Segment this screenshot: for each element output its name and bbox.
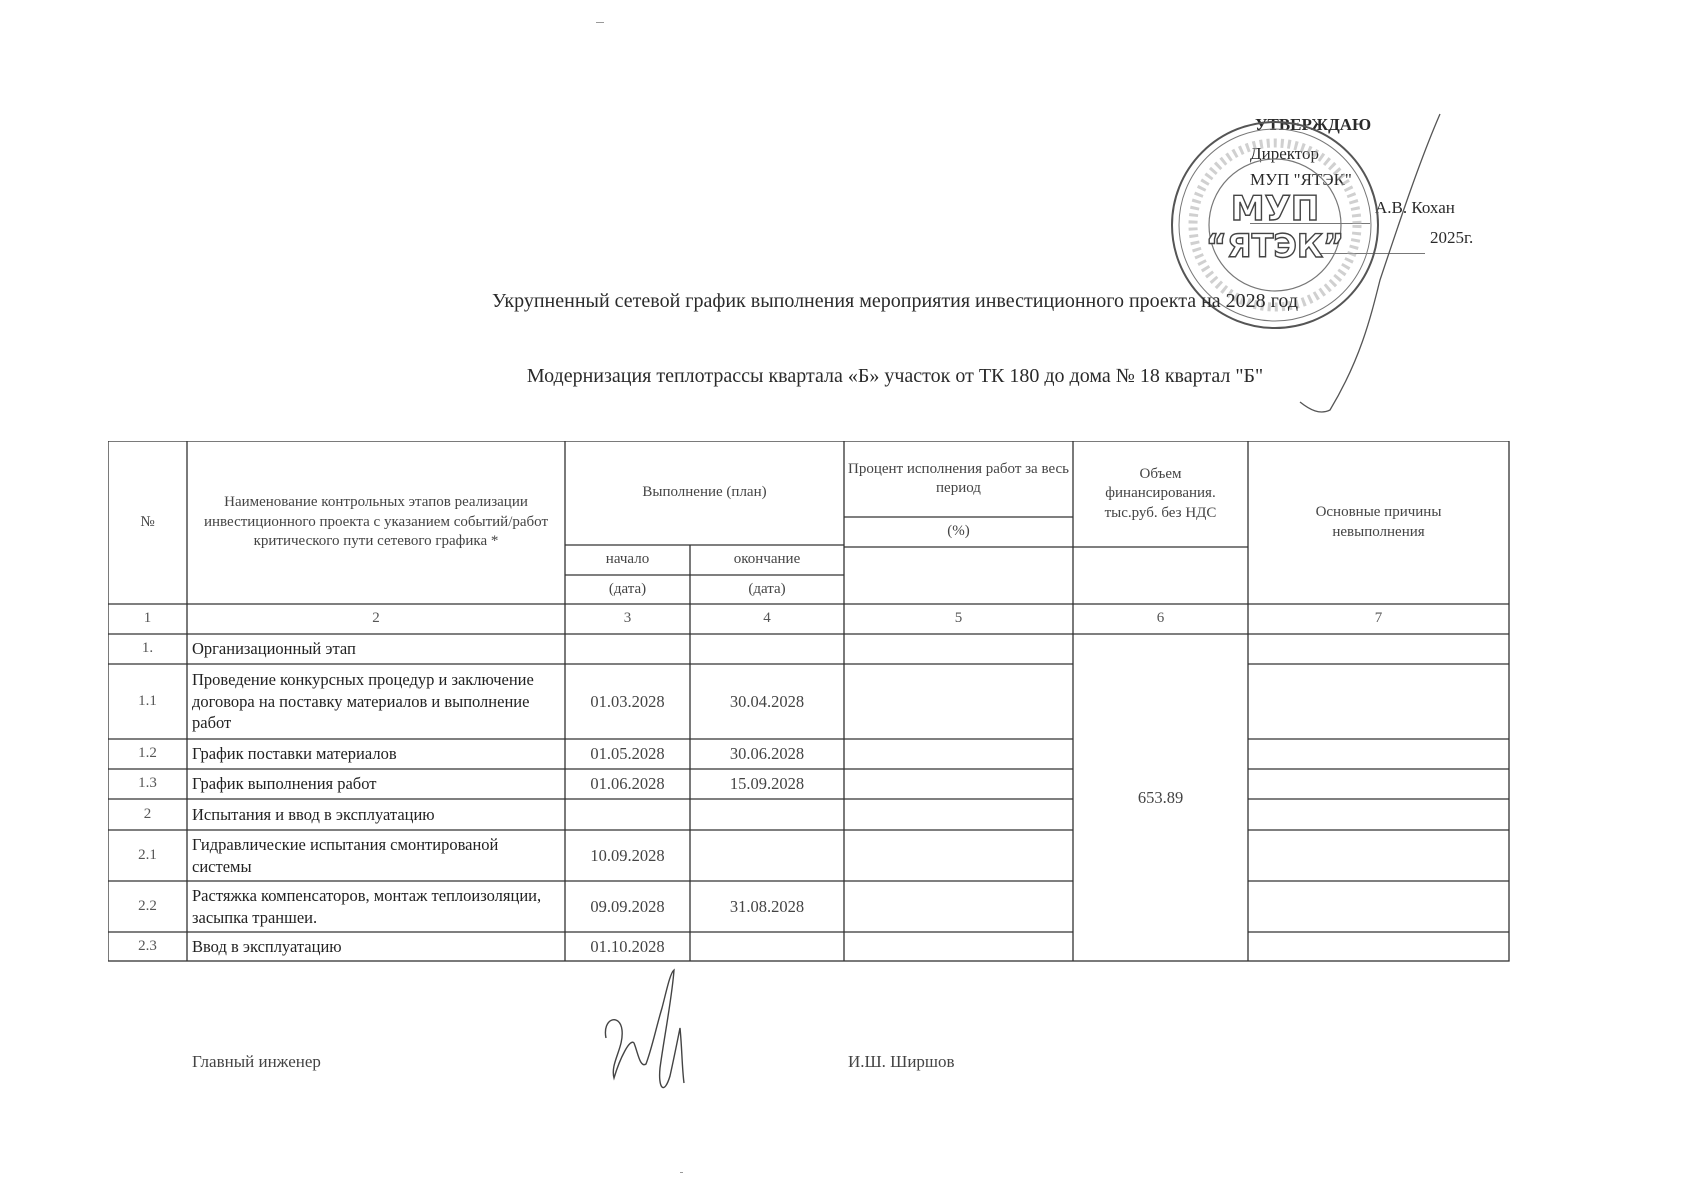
row-stage-name: Организационный этап bbox=[192, 639, 356, 659]
row-start-date: 09.09.2028 bbox=[590, 896, 665, 916]
column-number: 4 bbox=[763, 610, 771, 627]
approver-org: МУП "ЯТЭК" bbox=[1250, 170, 1352, 189]
finance-total: 653.89 bbox=[1137, 787, 1184, 807]
header-percent-unit: (%) bbox=[947, 523, 970, 540]
row-stage-name: Растяжка компенсаторов, монтаж теплоизоляции, засыпка траншеи. bbox=[192, 886, 542, 927]
approver-position: Директор bbox=[1250, 144, 1319, 163]
row-num: 1.2 bbox=[138, 745, 157, 762]
row-stage-name: График выполнения работ bbox=[192, 774, 377, 794]
row-num: 2 bbox=[143, 805, 152, 822]
row-stage-name: График поставки материалов bbox=[192, 744, 397, 764]
header-percent: Процент исполнения работ за весь период bbox=[848, 460, 1069, 496]
row-num: 2.2 bbox=[138, 897, 157, 914]
stamp-text-1: МУП bbox=[1230, 189, 1320, 229]
approval-year: 2025г. bbox=[1430, 228, 1474, 247]
row-stage-name: Проведение конкурсных процедур и заключение договора на поставку материалов и выполнение работ bbox=[192, 670, 534, 733]
column-number: 6 bbox=[1156, 610, 1165, 627]
row-end-date: 30.04.2028 bbox=[729, 691, 805, 711]
row-num: 2.3 bbox=[138, 937, 157, 954]
row-num: 1.3 bbox=[138, 775, 157, 792]
column-number: 5 bbox=[954, 610, 963, 627]
document-title: Укрупненный сетевой график выполнения мероприятия инвестиционного проекта на 2028 год bbox=[491, 290, 1298, 312]
signer-name: И.Ш. Ширшов bbox=[848, 1052, 955, 1071]
approve-label: УТВЕРЖДАЮ bbox=[1255, 115, 1372, 134]
header-plan: Выполнение (план) bbox=[642, 484, 767, 501]
scan-artifact bbox=[680, 1172, 683, 1173]
header-start: начало bbox=[605, 551, 650, 568]
header-finance: Объем финансирования. тыс.руб. без НДС bbox=[1104, 465, 1217, 521]
column-number: 1 bbox=[143, 610, 152, 627]
scan-artifact bbox=[596, 22, 604, 23]
row-num: 2.1 bbox=[138, 846, 157, 863]
row-start-date: 10.09.2028 bbox=[590, 845, 665, 865]
schedule-table bbox=[108, 441, 1510, 962]
row-num: 1.1 bbox=[138, 692, 157, 709]
row-start-date: 01.10.2028 bbox=[590, 936, 665, 956]
row-num: 1. bbox=[141, 640, 154, 657]
signer-position: Главный инженер bbox=[192, 1052, 321, 1071]
header-reasons: Основные причины невыполнения bbox=[1315, 504, 1442, 540]
header-start-date: (дата) bbox=[608, 580, 647, 597]
row-start-date: 01.03.2028 bbox=[590, 691, 665, 711]
header-num: № bbox=[140, 513, 155, 530]
header-stage-name: Наименование контрольных этапов реализации инвестиционного проекта с указанием событий/работ критического пути сетевого графика * bbox=[203, 494, 549, 550]
column-number: 2 bbox=[372, 610, 380, 627]
row-start-date: 01.06.2028 bbox=[590, 774, 665, 794]
project-title: Модернизация теплотрассы квартала «Б» участок от ТК 180 до дома № 18 квартал "Б" bbox=[526, 365, 1264, 387]
approver-name: А.В. Кохан bbox=[1375, 198, 1455, 217]
stamp-text-2: “ЯТЭК” bbox=[1205, 227, 1345, 265]
row-start-date: 01.05.2028 bbox=[590, 744, 665, 764]
row-end-date: 30.06.2028 bbox=[729, 744, 805, 764]
header-end-date: (дата) bbox=[748, 580, 786, 597]
row-end-date: 31.08.2028 bbox=[729, 896, 805, 916]
row-stage-name: Испытания и ввод в эксплуатацию bbox=[192, 804, 435, 824]
column-number: 3 bbox=[623, 610, 632, 627]
header-end: окончание bbox=[733, 551, 801, 568]
column-number: 7 bbox=[1374, 610, 1383, 627]
row-end-date: 15.09.2028 bbox=[729, 774, 805, 794]
chief-engineer-signature bbox=[600, 968, 710, 1098]
row-stage-name: Ввод в эксплуатацию bbox=[192, 936, 342, 956]
row-stage-name: Гидравлические испытания смонтированой системы bbox=[192, 835, 499, 876]
